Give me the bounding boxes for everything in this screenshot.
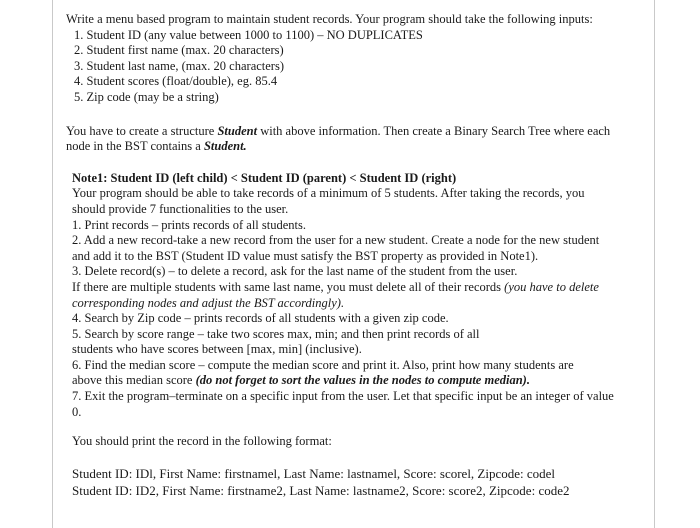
page-border-left [52, 0, 53, 528]
structure-text: node in the BST contains a [66, 139, 204, 154]
functionality-7: 7. Exit the program–terminate on a specific input from the user. Let that specific input be an integer of value [72, 389, 614, 404]
structure-text: You have to create a structure [66, 123, 218, 138]
print-format-text: You should print the record in the following format: [72, 434, 332, 449]
functionality-3-italic: corresponding nodes and adjust the BST accordingly). [72, 295, 345, 310]
input-list [66, 28, 648, 106]
record-example: Student ID: IDl, First Name: firstnamel, Last Name: lastnamel, Score: scorel, Zipcode: codel [72, 465, 556, 481]
document-content [66, 12, 648, 499]
input-item: 2. Student first name (max. 20 characters) [74, 43, 284, 58]
functionality-2-cont: and add it to the BST (Student ID value must satisfy the BST property as provided in Note1). [72, 248, 539, 263]
input-item: 5. Zip code (may be a string) [74, 89, 219, 104]
record-example: Student ID: ID2, First Name: firstname2, Last Name: lastname2, Score: score2, Zipcode: code2 [72, 482, 570, 498]
structure-text: with above information. Then create a Binary Search Tree where each [257, 123, 611, 138]
requirement-line: Your program should be able to take records of a minimum of 5 students. After taking the records, you [72, 186, 585, 201]
record-format-examples [66, 465, 648, 499]
input-item: 4. Student scores (float/double), eg. 85.4 [74, 74, 278, 89]
functionality-5-cont: students who have scores between [max, min] (inclusive). [72, 342, 362, 357]
input-item: 3. Student last name, (max. 20 characters) [74, 58, 284, 73]
input-item: 1. Student ID (any value between 1000 to 1100) – NO DUPLICATES [74, 27, 423, 42]
note1-heading: Note1: Student ID (left child) < Student ID (parent) < Student ID (right) [72, 170, 457, 185]
page-border-right [654, 0, 655, 528]
requirements-section [66, 171, 648, 421]
functionality-7-cont: 0. [72, 404, 82, 419]
functionality-1: 1. Print records – prints records of all students. [72, 217, 306, 232]
functionality-3: 3. Delete record(s) – to delete a record, ask for the last name of the student from the user. [72, 264, 518, 279]
functionality-6-emphasis: (do not forget to sort the values in the nodes to compute median). [195, 373, 530, 388]
functionality-3-cont: If there are multiple students with same last name, you must delete all of their records [72, 279, 505, 294]
print-format-section [66, 434, 648, 450]
structure-paragraph [66, 124, 648, 155]
functionality-5: 5. Search by score range – take two scores max, min; and then print records of all [72, 326, 480, 341]
functionality-6-cont: above this median score [72, 373, 196, 388]
requirement-line: should provide 7 functionalities to the user. [72, 201, 289, 216]
functionality-6: 6. Find the median score – compute the median score and print it. Also, print how many students are [72, 357, 574, 372]
functionality-3-italic: (you have to delete [504, 279, 599, 294]
intro-text: Write a menu based program to maintain student records. Your program should take the following inputs: [66, 12, 593, 26]
functionality-4: 4. Search by Zip code – prints records of all students with a given zip code. [72, 311, 449, 326]
structure-name: Student. [203, 139, 247, 154]
functionality-2: 2. Add a new record-take a new record from the user for a new student. Create a node for the new student [72, 233, 600, 248]
structure-name: Student [217, 123, 258, 138]
